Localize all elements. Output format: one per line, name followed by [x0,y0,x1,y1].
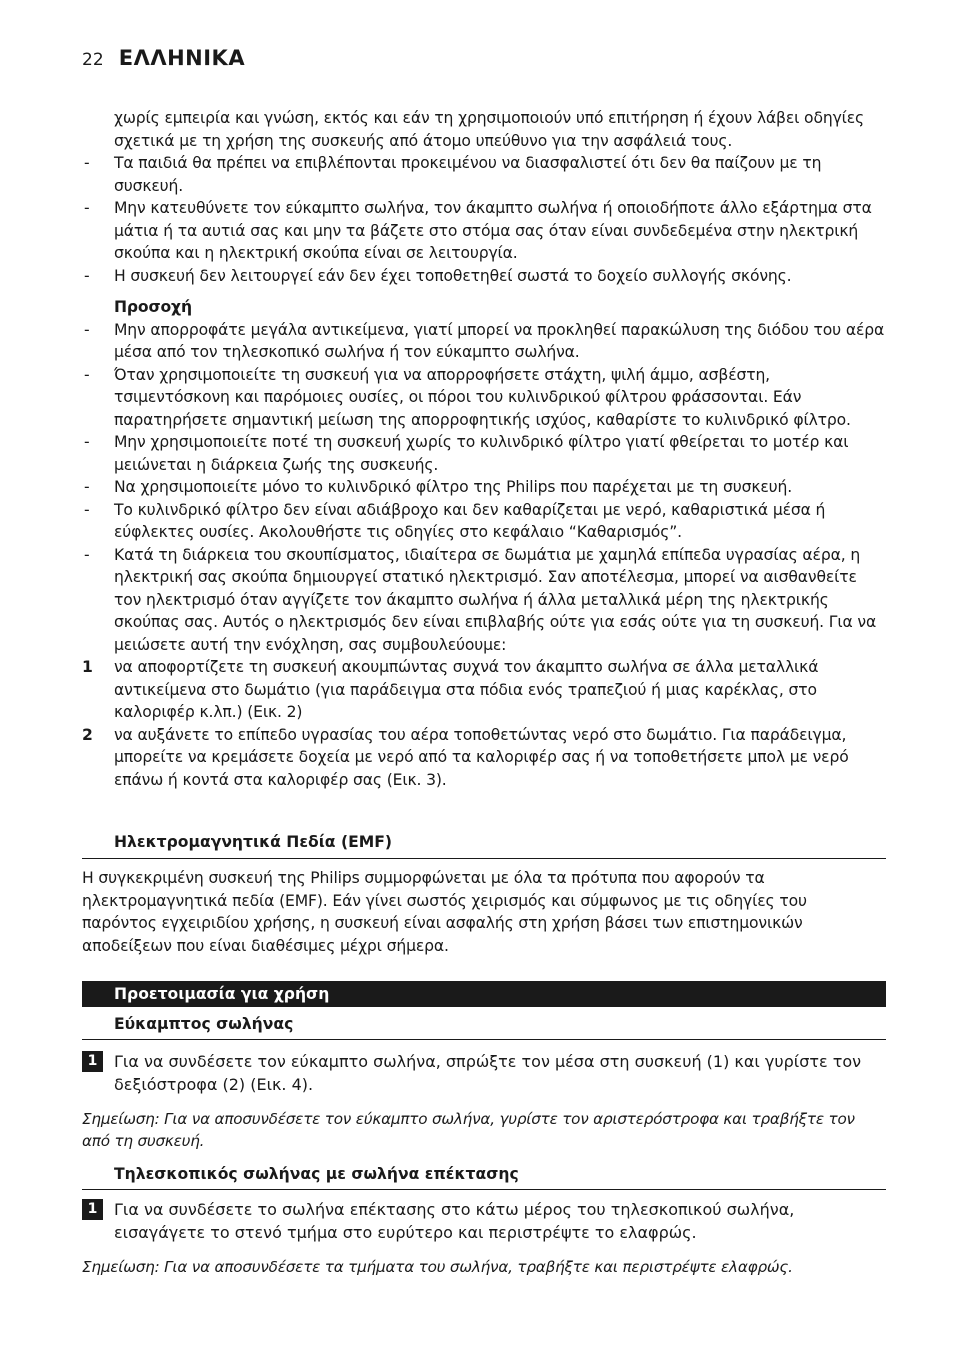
language-title: ΕΛΛΗΝΙΚΑ [118,46,246,70]
step-number-badge: 1 [82,1051,103,1072]
telescopic-tube-step [82,1198,886,1244]
page-number: 22 [82,50,104,70]
step-text: Για να συνδέσετε το σωλήνα επέκτασης στο κάτω μέρος του τηλεσκοπικού σωλήνα, εισαγάγετε το στενό τμήμα στο ευρύτερο και περιστρέψτε το ελαφρώς. [114,1200,795,1242]
preparation-section-bar: Προετοιμασία για χρήση [82,981,886,1007]
caution-item: - Το κυλινδρικό φίλτρο δεν είναι αδιάβροχο και δεν καθαρίζεται με νερό, καθαριστικά μέσα ή εύφλεκτες ουσίες. Ακολουθήστε τις οδηγίες στο κεφάλαιο “Καθαρισμός”. [84,500,826,541]
caution-item: - Να χρησιμοποιείτε μόνο το κυλινδρικό φίλτρο της Philips που παρέχεται με τη συσκευή. [84,478,793,496]
caution-item: - Κατά τη διάρκεια του σκουπίσματος, ιδιαίτερα σε δωμάτια με χαμηλά επίπεδα υγρασίας αέρα, η ηλεκτρική σας σκούπα δημιουργεί στατικό ηλεκτρισμό. Σαν αποτέλεσμα, μπορεί να αισθανθείτε τον ηλεκτρισμό όταν αγγίζετε τον άκαμπτο σωλήνα ή άλλα μεταλλικά μέρη της ηλεκτρικής σκούπας σας. Αυτός ο ηλεκτρισμός δεν είναι επιβλαβής ούτε για εσάς ούτε για τη συσκευή. Για να μειώσετε αυτή την ενόχληση, σας συμβουλεύουμε: [84,545,877,654]
emf-text: Η συγκεκριμένη συσκευή της Philips συμμορφώνεται με όλα τα πρότυπα που αφορούν τα ηλεκτρομαγνητικά πεδία (EMF). Εάν γίνει σωστός χειρισμός και σύμφωνος με τις οδηγίες του παρόντος εγχειριδίου χρήσης, η συσκευή είναι ασφαλής στη χρήση βάσει των επιστημονικών αποδείξεων που είναι διαθέσιμες μέχρι σήμερα. [82,869,807,955]
caution-heading: Προσοχή [114,298,192,316]
telescopic-tube-note: Σημείωση: Για να αποσυνδέσετε τα τμήματα του σωλήνα, τραβήξτε και περιστρέψτε ελαφρώς. [82,1258,793,1276]
flexible-hose-note: Σημείωση: Για να αποσυνδέσετε τον εύκαμπτο σωλήνα, γυρίστε τον αριστερόστροφα και τραβήξτε τον από τη συσκευή. [82,1110,855,1150]
telescopic-tube-heading: Τηλεσκοπικός σωλήνας με σωλήνα επέκτασης [82,1163,886,1190]
step-number-badge: 1 [82,1199,103,1220]
numbered-item: 1 να αποφορτίζετε τη συσκευή ακουμπώντας συχνά τον άκαμπτο σωλήνα σε άλλα μεταλλικά αντικείμενα στο δωμάτιο (για παράδειγμα στα πόδια ενός τραπεζιού ή μιας καρέκλας, στο καλοριφέρ κ.λπ.) (Εικ. 2) [82,658,819,721]
intro-continuation: χωρίς εμπειρία και γνώση, εκτός και εάν τη χρησιμοποιούν υπό επιτήρηση ή έχουν λάβει οδηγίες σχετικά με τη χρήση της συσκευής από άτομο υπεύθυνο για την ασφάλειά τους. [114,109,865,150]
warning-item: - Τα παιδιά θα πρέπει να επιβλέπονται προκειμένου να διασφαλιστεί ότι δεν θα παίζουν με τη συσκευή. [84,154,822,195]
warning-item: - Μην κατευθύνετε τον εύκαμπτο σωλήνα, τον άκαμπτο σωλήνα ή οποιοδήποτε άλλο εξάρτημα στα μάτια ή τα αυτιά σας και μην τα βάζετε στο στόμα σας όταν είναι συνδεδεμένα στην ηλεκτρική σκούπα και η ηλεκτρική σκούπα είναι σε λειτουργία. [84,199,872,262]
caution-item: - Όταν χρησιμοποιείτε τη συσκευή για να απορροφήσετε στάχτη, ψιλή άμμο, ασβέστη, τσιμεντόσκονη και παρόμοιες ουσίες, οι πόροι του κυλινδρικού φίλτρου φράσσονται. Εάν παρατηρήσετε σημαντική μείωση της απορροφητικής ισχύος, καθαρίστε το κυλινδρικό φίλτρο. [84,365,851,429]
flexible-hose-heading: Εύκαμπτος σωλήνας [82,1013,886,1040]
flexible-hose-step [82,1050,886,1096]
warning-item: - Η συσκευή δεν λειτουργεί εάν δεν έχει τοποθετηθεί σωστά το δοχείο συλλογής σκόνης. [84,266,792,285]
caution-item: - Μην απορροφάτε μεγάλα αντικείμενα, γιατί μπορεί να προκληθεί παρακώλυση της διόδου του αέρα μέσα από τον τηλεσκοπικό σωλήνα ή τον εύκαμπτο σωλήνα. [84,320,885,361]
step-text: Για να συνδέσετε τον εύκαμπτο σωλήνα, σπρώξτε τον μέσα στη συσκευή (1) και γυρίστε τον δεξιόστροφα (2) (Εικ. 4). [114,1052,862,1094]
page-header [82,46,245,74]
caution-item: - Μην χρησιμοποιείτε ποτέ τη συσκευή χωρίς το κυλινδρικό φίλτρο γιατί φθείρεται το μοτέρ και μειώνεται η διάρκεια ζωής της συσκευής. [84,433,849,474]
numbered-item: 2 να αυξάνετε το επίπεδο υγρασίας του αέρα τοποθετώντας νερό στο δωμάτιο. Για παράδειγμα, μπορείτε να κρεμάσετε δοχεία με νερό από τα καλοριφέρ σας ή να τοποθετήσετε μπολ με νερό επάνω ή κοντά στα καλοριφέρ σας (Εικ. 3). [82,725,849,789]
emf-heading: Ηλεκτρομαγνητικά Πεδία (EMF) [82,833,886,859]
safety-section [82,107,886,791]
